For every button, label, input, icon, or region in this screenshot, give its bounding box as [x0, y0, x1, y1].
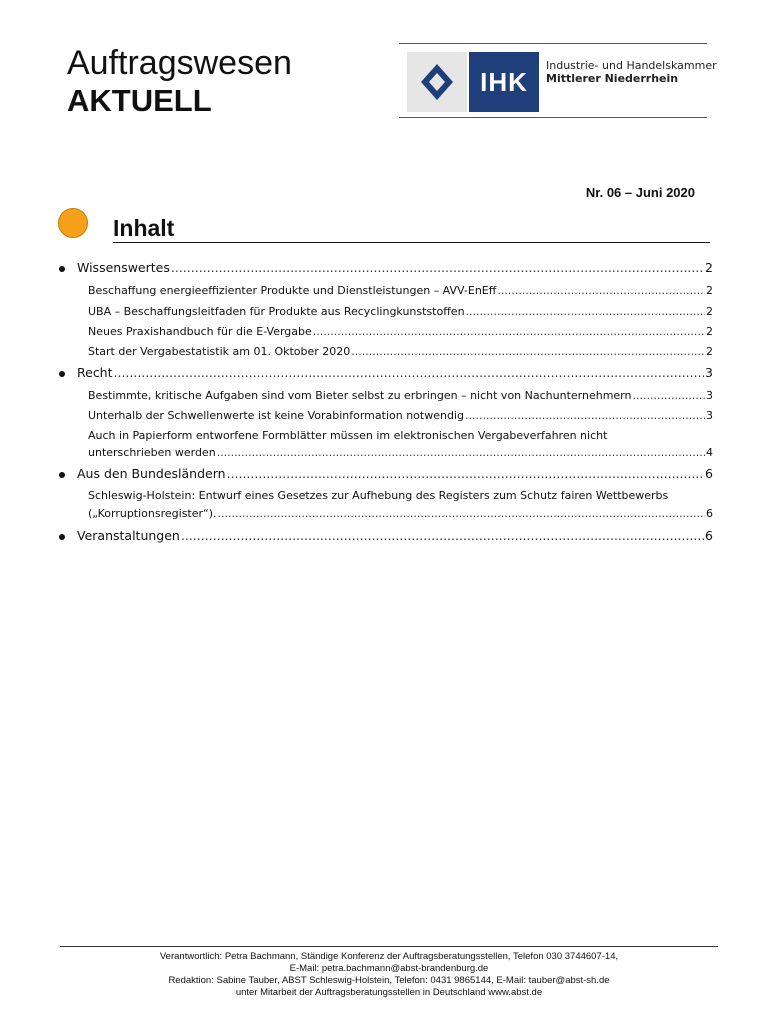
bullet-icon	[59, 472, 65, 478]
toc-entry-page: 2	[706, 284, 713, 297]
toc-entry-vorabinformation[interactable]	[88, 409, 713, 422]
toc-leader	[313, 325, 705, 338]
toc-entry-label: Beschaffung energieeffizienter Produkte und Dienstleistungen – AVV-EnEff	[88, 284, 497, 297]
toc-entry-label: Veranstaltungen	[77, 528, 180, 543]
toc-entry-formblaetter[interactable]	[88, 446, 713, 459]
footer-line-editor: Redaktion: Sabine Tauber, ABST Schleswig-Holstein, Telefon: 0431 9865144, E-Mail: tauber@abst-sh.de	[168, 975, 610, 986]
toc-entry-page: 2	[705, 260, 713, 275]
ihk-wordmark: IHK	[469, 52, 539, 112]
footer-rule	[60, 946, 718, 947]
toc-leader	[114, 365, 705, 380]
org-name-line1: Industrie- und Handelskammer	[546, 59, 717, 72]
issue-number: Nr. 06 – Juni 2020	[585, 185, 695, 200]
bullet-icon	[59, 371, 65, 377]
footer-line-responsible: Verantwortlich: Petra Bachmann, Ständige Konferenz der Auftragsberatungsstellen, Telefon 030 3744607-14,	[159, 951, 619, 962]
orange-circle-icon	[58, 208, 88, 238]
bullet-icon	[59, 266, 65, 272]
toc-entry-label: Bestimmte, kritische Aufgaben sind vom Bieter selbst zu erbringen – nicht von Nachunternehmern	[88, 389, 632, 402]
toc-entry-label: Aus den Bundesländern	[77, 466, 226, 481]
toc-entry-label: Recht	[77, 365, 113, 380]
toc-leader	[465, 409, 705, 422]
toc-leader	[497, 284, 705, 297]
toc-entry-recht[interactable]	[77, 365, 713, 380]
org-name-line2: Mittlerer Niederrhein	[546, 72, 679, 85]
org-name	[546, 59, 717, 85]
toc-leader	[171, 260, 704, 275]
toc-entry-page: 2	[706, 305, 713, 318]
logo-top-rule	[399, 43, 707, 44]
footer-line-collaboration: unter Mitarbeit der Auftragsberatungsstellen in Deutschland www.abst.de	[235, 987, 543, 998]
toc-entry-nachunternehmer[interactable]	[88, 389, 713, 402]
logo-bottom-rule	[399, 117, 707, 118]
toc-leader	[227, 466, 704, 481]
footer-line-email: E-Mail: petra.bachmann@abst-brandenburg.de	[289, 963, 489, 974]
toc-entry-korruptionsregister[interactable]	[88, 507, 713, 520]
toc-entry-page: 3	[706, 389, 713, 402]
toc-leader	[632, 389, 705, 402]
bullet-icon	[59, 534, 65, 540]
toc-entry-uba[interactable]	[88, 305, 713, 318]
toc-entry-label-line1: Auch in Papierform entworfene Formblätter müssen im elektronischen Vergabeverfahren nicht	[88, 429, 608, 442]
toc-entry-label-line1: Schleswig-Holstein: Entwurf eines Gesetzes zur Aufhebung des Registers zum Schutz fairen Wettbewerbs	[88, 489, 669, 502]
toc-entry-label: Wissenswertes	[77, 260, 170, 275]
toc-entry-veranstaltungen[interactable]	[77, 528, 713, 543]
toc-entry-vergabestatistik[interactable]	[88, 345, 713, 358]
toc-entry-page: 2	[706, 345, 713, 358]
toc-entry-page: 6	[706, 507, 713, 520]
toc-entry-page: 6	[705, 466, 713, 481]
toc-entry-wissenswertes[interactable]	[77, 260, 713, 275]
toc-entry-bundeslaender[interactable]	[77, 466, 713, 481]
publication-subtitle: AKTUELL	[67, 83, 212, 118]
toc-entry-praxishandbuch[interactable]	[88, 325, 713, 338]
toc-entry-page: 2	[706, 325, 713, 338]
toc-entry-label: UBA – Beschaffungsleitfaden für Produkte aus Recyclingkunststoffen	[88, 305, 465, 318]
toc-entry-page: 3	[706, 409, 713, 422]
ihk-chevron-logo-icon	[407, 52, 467, 112]
toc-leader	[466, 305, 705, 318]
toc-entry-page: 4	[706, 446, 713, 459]
toc-entry-page: 3	[705, 365, 713, 380]
toc-leader	[181, 528, 704, 543]
toc-entry-label: unterschrieben werden	[88, 446, 216, 459]
toc-entry-label: Start der Vergabestatistik am 01. Oktober 2020	[88, 345, 351, 358]
toc-entry-page: 6	[705, 528, 713, 543]
publication-title: Auftragswesen	[67, 44, 292, 82]
toc-entry-label: Neues Praxishandbuch für die E-Vergabe	[88, 325, 312, 338]
toc-entry-label: Unterhalb der Schwellenwerte ist keine Vorabinformation notwendig	[88, 409, 464, 422]
toc-leader	[217, 446, 705, 459]
toc-leader	[218, 507, 705, 520]
toc-entry-avv-eneff[interactable]	[88, 284, 713, 297]
toc-heading: Inhalt	[113, 214, 710, 243]
toc-leader	[351, 345, 705, 358]
toc-entry-label: („Korruptionsregister“).	[88, 507, 217, 520]
footer	[60, 951, 718, 999]
